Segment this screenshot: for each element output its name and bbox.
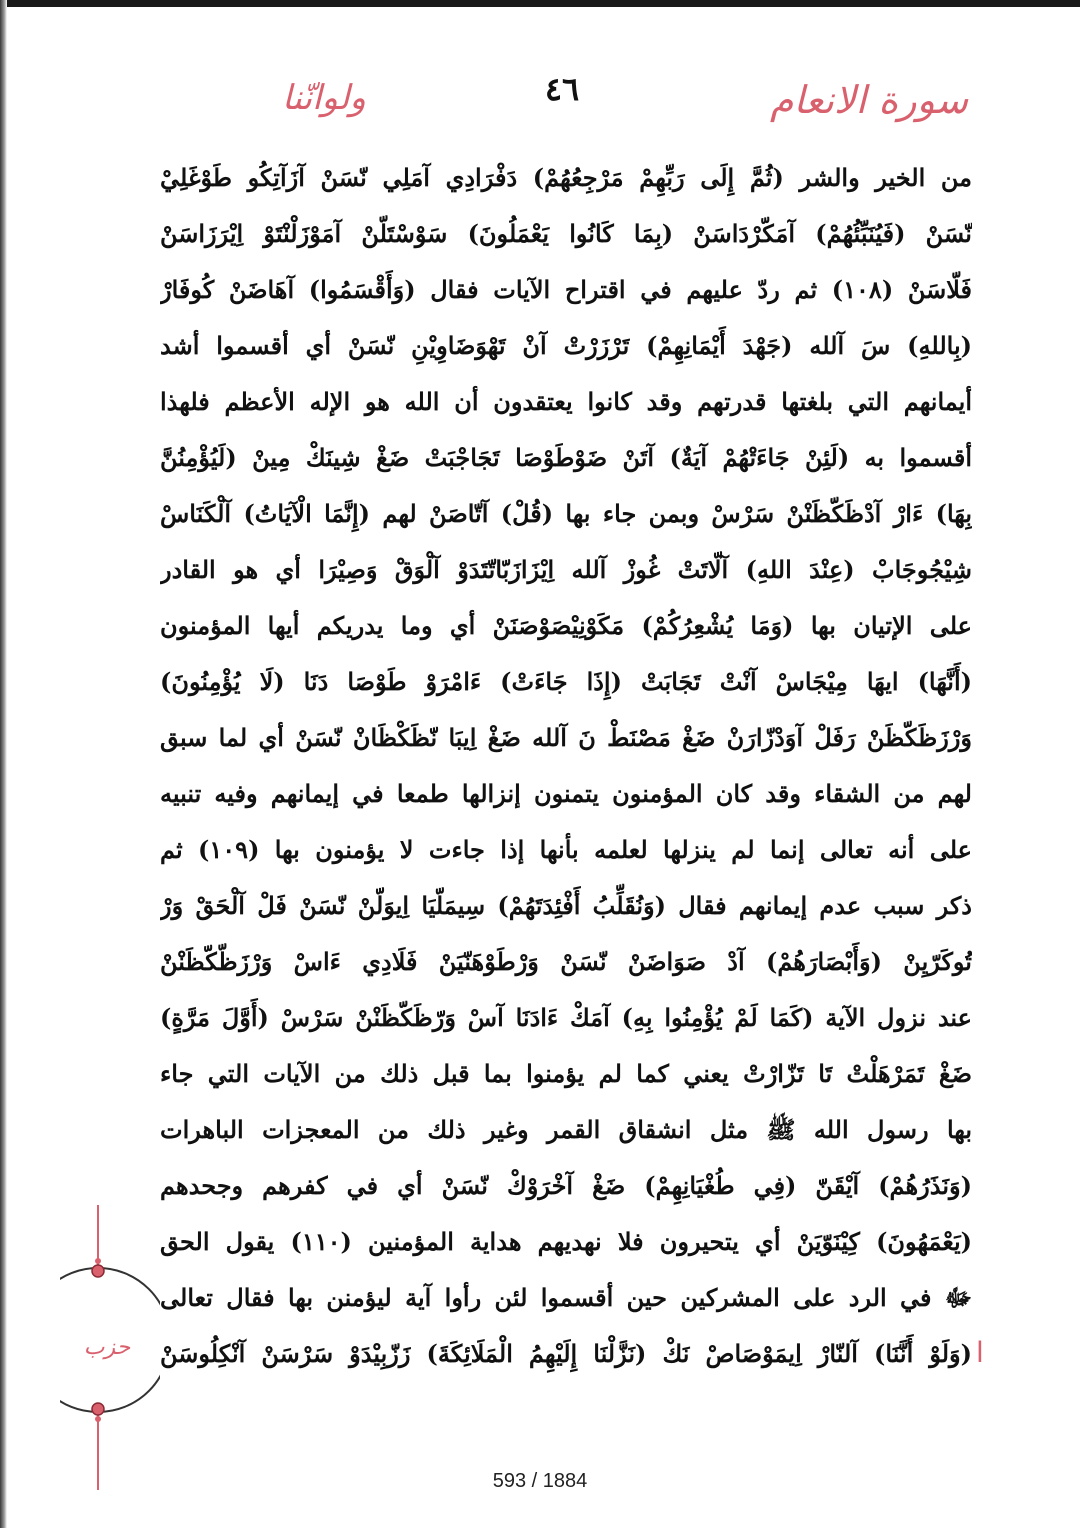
page-number: ٤٦: [544, 70, 580, 108]
text-line: بها رسول الله ﷺ مثل انشقاق القمر وغير ذلك من المعجزات الباهرات: [160, 1115, 972, 1144]
surah-title-note: سورة الانعام: [770, 78, 969, 122]
text-line: ضَغْ تَمَرْهَلْتْ تَا تَزّارْتْ يعني كما لم يؤمنوا بما قبل ذلك من الآيات التي جاء: [160, 1059, 972, 1088]
text-line: ذكر سبب عدم إيمانهم فقال (وَنُقَلِّبُ أَفْئِدَتَهُمْ) سِيمَلّيَا اِيوَلّنْ نّسَنْ فَلْ آلْحَقْ وَرْ: [160, 891, 972, 920]
text-line: (بِاللهِ) سَ آلله (جَهْدَ أَيْمَانِهِمْ) تَرْزَرْتْ آنْ تَهْوَضَاوِيْنِ نّسَنْ أي أقسموا أشد: [160, 331, 972, 360]
text-line: شِيْجُوجَابْ (عِنْدَ اللهِ) آلّاتَتْ غُوزْ آلله اِيْزَازَبّاتّتَدَوْ آلْوَقْ وَصِيْرَا أي هو القادر: [160, 555, 972, 584]
text-line: وَرْزَظَكّظَنْ رَفَلْ آوَدْزّارَنْ ضَغْ مَصْنَطْ نَ آلله ضَغْ اِيبَا نّظَكْظَانْ نّسَنْ أي لما سبق: [160, 723, 972, 752]
scan-edge-top: [0, 0, 1080, 7]
tafsir-text-block: [160, 150, 972, 1382]
text-line: ﷻ في الرد على المشركين حين أقسموا لئن رأوا آية ليؤمنن بها فقال تعالى: [160, 1283, 972, 1312]
text-line: تُوكَرّيِنْ (وَأَبْصَارَهُمْ) آدْ صَوَاضَنْ نّسَنْ وَرْطَوْهَنّيَنْ فَلَادِي ءَاسْ وَرْزَظّكّظَنْنْ: [160, 947, 972, 976]
margin-tick-mark: ا: [976, 1336, 984, 1369]
text-line: (وَلَوْ أَنَّنَا) آلنّارْ اِيمَوْصَاصْ نَكْ (نَزَّلْنَا إِلَيْهِمُ الْمَلَائِكَةَ) زَزّبِيْدَوْ سَرْسَنْ آنْكِلُوسَنْ: [160, 1339, 972, 1368]
hizb-label: حزب: [83, 1335, 131, 1360]
text-line: على الإتيان بها (وَمَا يُشْعِرُكُمْ) مَكَوْنِيْصَوْصَنَنْ أي وما يدريكم أيها المؤمنون: [160, 611, 972, 640]
text-line: فَلّاسَنْ (١٠٨) ثم ردّ عليهم في اقتراح الآيات فقال (وَأَقْسَمُوا) آهَاضَنْ كُوفَارْ: [160, 275, 972, 304]
scan-edge-left: [0, 0, 7, 1528]
text-line: (أَنَّهَا) ايهَا مِيْجَاسْ آنْتْ تَجَابَتْ (إِذَا جَاءَتْ) ءَامْرَوْ طَوْصَا دَنَا (لَا يُؤْمِنُونَ): [160, 667, 972, 696]
text-line: بِهَا) ءَارْ آدْظَكّظَنْنْ سَرْسْ وبمن جاء بها (قُلْ) آتّاصَنْ لهم (إِنَّمَا الْآيَاتُ) آلْكَنَاسْ: [160, 499, 972, 528]
text-line: على أنه تعالى إنما لم ينزلها لعلمه بأنها إذا جاءت لا يؤمنون بها (١٠٩) ثم: [160, 835, 972, 864]
text-line: أقسموا به (لَئِنْ جَاءَتْهُمْ آيَةٌ) آتَنْ ضَوْطَوْصَا تَجَاجْبَتْ ضَغْ شِينَكْ مِينْ (لَيُؤْمِنُنَّ: [160, 443, 972, 472]
text-line: (يَعْمَهُونَ) كِيْنَوّيَنْ أي يتحيرون فلا نهديهم هداية المؤمنين (١١٠) يقول الحق: [160, 1227, 972, 1256]
text-line: عند نزول الآية (كَمَا لَمْ يُؤْمِنُوا بِهِ) آمَكْ ءَادَنَا آسْ وَرّظَكّظَنْنْ سَرْسْ (أَوَّلَ مَرَّةٍ): [160, 1003, 972, 1032]
page-counter: 593 / 1884: [492, 1470, 588, 1492]
text-line: أيمانهم التي بلغتها قدرتهم وقد كانوا يعتقدون أن الله هو الإله الأعظم فلهذا: [160, 387, 972, 416]
text-line: نّسَنْ (فَيُنَبِّئُهُمْ) آمَكّرْدَاسَنْ (بِمَا كَانُوا يَعْمَلُونَ) سَوْسْتَلّنْ آمَوْزَلْنْتَوْ اِيْرَزَاسَنْ: [160, 219, 972, 248]
text-line: لهم من الشقاء وقد كان المؤمنون يتمنون إنزالها طمعا في إيمانهم وفيه تنبيه: [160, 779, 972, 808]
text-line: من الخير والشر (ثُمَّ إِلَى رَبِّهِمْ مَرْجِعُهُمْ) دَفْرَادِي آمَلِي نّسَنْ آزَآتِكُو طَوْغَلِيْ: [160, 163, 972, 192]
margin-note-left: ولوانّنا: [282, 78, 366, 118]
text-line: (وَنَذَرُهُمْ) آيْقَنّ (فِي طُغْيَانِهِمْ) ضَغْ آخْرَوْكْ نّسَنْ أي في كفرهم وجحدهم: [160, 1171, 972, 1200]
